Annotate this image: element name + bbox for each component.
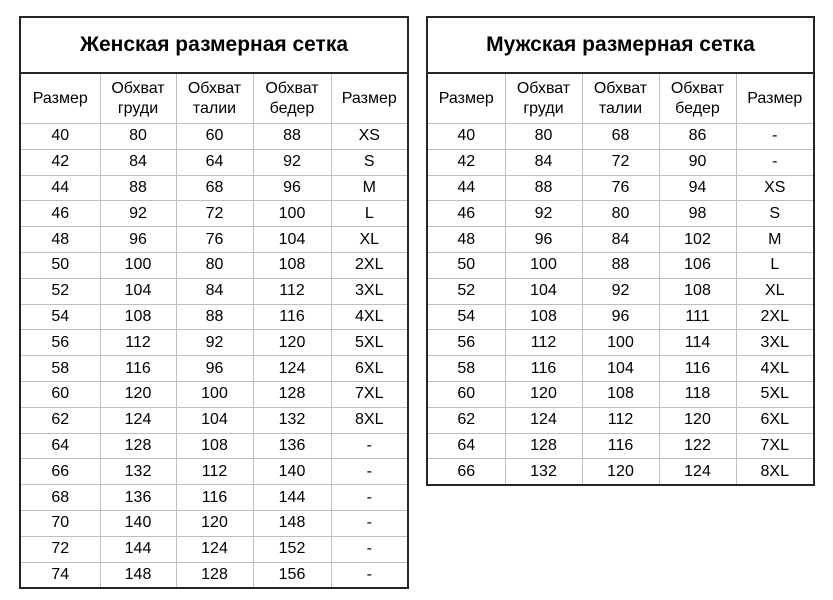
cell-letter-size: 3XL bbox=[331, 278, 408, 304]
table-row bbox=[427, 381, 814, 407]
cell-waist: 120 bbox=[176, 510, 253, 536]
cell-waist: 92 bbox=[582, 278, 659, 304]
cell-letter-size: 4XL bbox=[331, 304, 408, 330]
cell-size: 60 bbox=[20, 381, 100, 407]
cell-hips: 98 bbox=[659, 201, 736, 227]
cell-size: 64 bbox=[20, 433, 100, 459]
cell-size: 74 bbox=[20, 562, 100, 588]
column-header-hips: Обхват бедер bbox=[253, 73, 331, 124]
cell-waist: 128 bbox=[176, 562, 253, 588]
cell-letter-size: XS bbox=[736, 175, 814, 201]
column-header-letter-size: Размер bbox=[736, 73, 814, 124]
cell-waist: 116 bbox=[176, 485, 253, 511]
cell-hips: 106 bbox=[659, 252, 736, 278]
cell-waist: 72 bbox=[176, 201, 253, 227]
cell-letter-size: - bbox=[331, 459, 408, 485]
cell-chest: 104 bbox=[100, 278, 176, 304]
cell-size: 68 bbox=[20, 485, 100, 511]
table-row bbox=[20, 330, 408, 356]
cell-size: 42 bbox=[20, 149, 100, 175]
cell-hips: 94 bbox=[659, 175, 736, 201]
cell-chest: 136 bbox=[100, 485, 176, 511]
table-row bbox=[427, 407, 814, 433]
men-table-title: Мужская размерная сетка bbox=[427, 17, 814, 73]
cell-hips: 114 bbox=[659, 330, 736, 356]
cell-waist: 104 bbox=[582, 356, 659, 382]
cell-waist: 68 bbox=[582, 124, 659, 150]
cell-waist: 92 bbox=[176, 330, 253, 356]
cell-chest: 124 bbox=[100, 407, 176, 433]
cell-waist: 100 bbox=[176, 381, 253, 407]
table-row bbox=[20, 175, 408, 201]
cell-letter-size: XS bbox=[331, 124, 408, 150]
cell-letter-size: - bbox=[331, 485, 408, 511]
cell-waist: 80 bbox=[582, 201, 659, 227]
cell-letter-size: 5XL bbox=[331, 330, 408, 356]
table-row bbox=[20, 124, 408, 150]
cell-size: 44 bbox=[427, 175, 505, 201]
cell-hips: 92 bbox=[253, 149, 331, 175]
cell-size: 56 bbox=[427, 330, 505, 356]
cell-letter-size: - bbox=[331, 510, 408, 536]
cell-size: 48 bbox=[20, 227, 100, 253]
table-row bbox=[427, 278, 814, 304]
table-row bbox=[20, 201, 408, 227]
cell-waist: 84 bbox=[176, 278, 253, 304]
cell-size: 72 bbox=[20, 536, 100, 562]
cell-hips: 148 bbox=[253, 510, 331, 536]
cell-waist: 80 bbox=[176, 252, 253, 278]
cell-waist: 116 bbox=[582, 433, 659, 459]
table-row bbox=[427, 124, 814, 150]
cell-chest: 128 bbox=[505, 433, 582, 459]
cell-letter-size: 8XL bbox=[736, 459, 814, 485]
cell-size: 62 bbox=[427, 407, 505, 433]
table-row bbox=[427, 330, 814, 356]
cell-chest: 84 bbox=[505, 149, 582, 175]
cell-hips: 90 bbox=[659, 149, 736, 175]
cell-letter-size: M bbox=[736, 227, 814, 253]
cell-chest: 132 bbox=[505, 459, 582, 485]
cell-size: 66 bbox=[20, 459, 100, 485]
column-header-letter-size: Размер bbox=[331, 73, 408, 124]
cell-chest: 120 bbox=[100, 381, 176, 407]
cell-letter-size: 7XL bbox=[331, 381, 408, 407]
cell-chest: 104 bbox=[505, 278, 582, 304]
cell-size: 60 bbox=[427, 381, 505, 407]
cell-hips: 116 bbox=[659, 356, 736, 382]
table-row bbox=[20, 459, 408, 485]
cell-waist: 76 bbox=[582, 175, 659, 201]
cell-letter-size: 4XL bbox=[736, 356, 814, 382]
cell-letter-size: 6XL bbox=[736, 407, 814, 433]
cell-hips: 152 bbox=[253, 536, 331, 562]
cell-chest: 96 bbox=[100, 227, 176, 253]
cell-chest: 108 bbox=[505, 304, 582, 330]
cell-letter-size: S bbox=[331, 149, 408, 175]
cell-chest: 116 bbox=[100, 356, 176, 382]
cell-chest: 92 bbox=[505, 201, 582, 227]
cell-letter-size: 8XL bbox=[331, 407, 408, 433]
cell-size: 54 bbox=[20, 304, 100, 330]
cell-chest: 88 bbox=[100, 175, 176, 201]
cell-size: 70 bbox=[20, 510, 100, 536]
cell-chest: 80 bbox=[505, 124, 582, 150]
cell-size: 50 bbox=[427, 252, 505, 278]
cell-size: 62 bbox=[20, 407, 100, 433]
cell-hips: 120 bbox=[659, 407, 736, 433]
table-row bbox=[20, 407, 408, 433]
column-header-waist: Обхват талии bbox=[582, 73, 659, 124]
cell-chest: 140 bbox=[100, 510, 176, 536]
cell-hips: 102 bbox=[659, 227, 736, 253]
cell-hips: 118 bbox=[659, 381, 736, 407]
cell-letter-size: 7XL bbox=[736, 433, 814, 459]
table-row bbox=[427, 227, 814, 253]
cell-hips: 88 bbox=[253, 124, 331, 150]
cell-chest: 148 bbox=[100, 562, 176, 588]
cell-hips: 124 bbox=[253, 356, 331, 382]
cell-waist: 124 bbox=[176, 536, 253, 562]
cell-hips: 144 bbox=[253, 485, 331, 511]
table-row bbox=[427, 149, 814, 175]
cell-size: 46 bbox=[427, 201, 505, 227]
cell-chest: 144 bbox=[100, 536, 176, 562]
cell-hips: 116 bbox=[253, 304, 331, 330]
table-row bbox=[20, 356, 408, 382]
cell-letter-size: - bbox=[331, 536, 408, 562]
cell-waist: 96 bbox=[582, 304, 659, 330]
cell-size: 52 bbox=[20, 278, 100, 304]
cell-letter-size: 5XL bbox=[736, 381, 814, 407]
cell-hips: 108 bbox=[659, 278, 736, 304]
column-header-chest: Обхват груди bbox=[100, 73, 176, 124]
cell-size: 54 bbox=[427, 304, 505, 330]
cell-waist: 108 bbox=[582, 381, 659, 407]
cell-hips: 96 bbox=[253, 175, 331, 201]
cell-chest: 88 bbox=[505, 175, 582, 201]
cell-chest: 112 bbox=[505, 330, 582, 356]
cell-waist: 64 bbox=[176, 149, 253, 175]
cell-size: 40 bbox=[20, 124, 100, 150]
table-row bbox=[427, 304, 814, 330]
men-size-table bbox=[426, 16, 815, 486]
table-row bbox=[20, 278, 408, 304]
table-row bbox=[427, 356, 814, 382]
cell-waist: 88 bbox=[582, 252, 659, 278]
table-row bbox=[427, 175, 814, 201]
table-row bbox=[427, 201, 814, 227]
cell-waist: 76 bbox=[176, 227, 253, 253]
cell-size: 42 bbox=[427, 149, 505, 175]
column-header-chest: Обхват груди bbox=[505, 73, 582, 124]
column-header-size: Размер bbox=[20, 73, 100, 124]
cell-waist: 96 bbox=[176, 356, 253, 382]
table-row bbox=[20, 562, 408, 588]
cell-chest: 120 bbox=[505, 381, 582, 407]
cell-hips: 120 bbox=[253, 330, 331, 356]
cell-letter-size: XL bbox=[331, 227, 408, 253]
cell-waist: 60 bbox=[176, 124, 253, 150]
cell-letter-size: - bbox=[736, 149, 814, 175]
cell-size: 50 bbox=[20, 252, 100, 278]
cell-hips: 108 bbox=[253, 252, 331, 278]
cell-size: 40 bbox=[427, 124, 505, 150]
cell-letter-size: 6XL bbox=[331, 356, 408, 382]
cell-letter-size: L bbox=[331, 201, 408, 227]
cell-size: 66 bbox=[427, 459, 505, 485]
cell-chest: 124 bbox=[505, 407, 582, 433]
cell-waist: 72 bbox=[582, 149, 659, 175]
cell-size: 48 bbox=[427, 227, 505, 253]
cell-size: 52 bbox=[427, 278, 505, 304]
cell-waist: 84 bbox=[582, 227, 659, 253]
table-row bbox=[20, 252, 408, 278]
cell-hips: 124 bbox=[659, 459, 736, 485]
women-table-title: Женская размерная сетка bbox=[20, 17, 408, 73]
table-row bbox=[20, 536, 408, 562]
cell-chest: 132 bbox=[100, 459, 176, 485]
cell-hips: 132 bbox=[253, 407, 331, 433]
cell-chest: 80 bbox=[100, 124, 176, 150]
table-row bbox=[427, 459, 814, 485]
cell-waist: 108 bbox=[176, 433, 253, 459]
cell-waist: 120 bbox=[582, 459, 659, 485]
cell-letter-size: - bbox=[736, 124, 814, 150]
cell-chest: 84 bbox=[100, 149, 176, 175]
table-row bbox=[427, 252, 814, 278]
cell-letter-size: XL bbox=[736, 278, 814, 304]
table-row bbox=[20, 227, 408, 253]
cell-waist: 88 bbox=[176, 304, 253, 330]
cell-waist: 100 bbox=[582, 330, 659, 356]
cell-hips: 156 bbox=[253, 562, 331, 588]
women-size-table bbox=[19, 16, 409, 589]
cell-waist: 112 bbox=[582, 407, 659, 433]
cell-letter-size: - bbox=[331, 562, 408, 588]
table-row bbox=[20, 433, 408, 459]
cell-letter-size: 3XL bbox=[736, 330, 814, 356]
cell-letter-size: 2XL bbox=[331, 252, 408, 278]
cell-chest: 128 bbox=[100, 433, 176, 459]
cell-size: 56 bbox=[20, 330, 100, 356]
cell-hips: 104 bbox=[253, 227, 331, 253]
column-header-waist: Обхват талии bbox=[176, 73, 253, 124]
cell-letter-size: 2XL bbox=[736, 304, 814, 330]
table-row bbox=[20, 485, 408, 511]
cell-hips: 111 bbox=[659, 304, 736, 330]
cell-hips: 112 bbox=[253, 278, 331, 304]
cell-letter-size: M bbox=[331, 175, 408, 201]
table-row bbox=[20, 510, 408, 536]
cell-waist: 104 bbox=[176, 407, 253, 433]
cell-chest: 92 bbox=[100, 201, 176, 227]
cell-hips: 136 bbox=[253, 433, 331, 459]
column-header-size: Размер bbox=[427, 73, 505, 124]
table-row bbox=[20, 149, 408, 175]
cell-chest: 112 bbox=[100, 330, 176, 356]
cell-size: 46 bbox=[20, 201, 100, 227]
cell-chest: 100 bbox=[100, 252, 176, 278]
table-row bbox=[427, 433, 814, 459]
cell-hips: 128 bbox=[253, 381, 331, 407]
table-row bbox=[20, 381, 408, 407]
cell-chest: 108 bbox=[100, 304, 176, 330]
cell-hips: 100 bbox=[253, 201, 331, 227]
table-row bbox=[20, 304, 408, 330]
cell-waist: 68 bbox=[176, 175, 253, 201]
cell-letter-size: S bbox=[736, 201, 814, 227]
cell-hips: 122 bbox=[659, 433, 736, 459]
column-header-hips: Обхват бедер bbox=[659, 73, 736, 124]
cell-size: 64 bbox=[427, 433, 505, 459]
cell-hips: 140 bbox=[253, 459, 331, 485]
cell-waist: 112 bbox=[176, 459, 253, 485]
cell-size: 44 bbox=[20, 175, 100, 201]
cell-letter-size: - bbox=[331, 433, 408, 459]
cell-chest: 116 bbox=[505, 356, 582, 382]
cell-size: 58 bbox=[20, 356, 100, 382]
cell-letter-size: L bbox=[736, 252, 814, 278]
cell-size: 58 bbox=[427, 356, 505, 382]
cell-hips: 86 bbox=[659, 124, 736, 150]
cell-chest: 100 bbox=[505, 252, 582, 278]
cell-chest: 96 bbox=[505, 227, 582, 253]
